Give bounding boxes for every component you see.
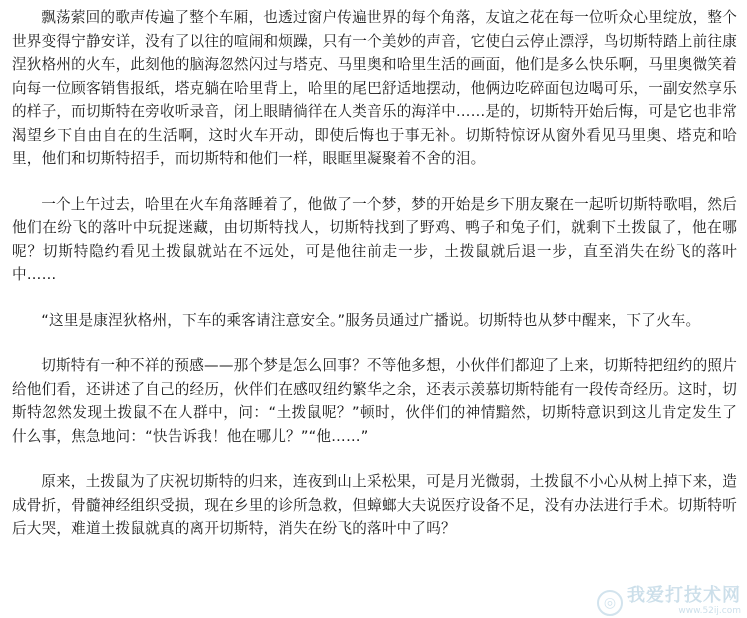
paragraph-3: “这里是康涅狄格州，下车的乘客请注意安全。”服务员通过广播说。切斯特也从梦中醒来，下了火车。 [41,311,701,329]
paragraph-4: 切斯特有一种不祥的预感——那个梦是怎么回事？不等他多想，小伙伴们都迎了上来，切斯特把纽约的照片给他们看，还讲述了自己的经历，伙伴们在感叹纽约繁华之余，还表示羡慕切斯特能有一段传奇经历。这时，切斯特忽然发现土拨鼠不在人群中，问：“土拨鼠呢？”顿时，伙伴们的神情黯然，切斯特意识到这儿肯定发生了什么事，焦急地问：“快告诉我！他在哪儿？”“他……” [12,357,737,445]
watermark-logo-icon: ◎ [597,590,623,616]
paragraph-1: 飘荡萦回的歌声传遍了整个车厢，也透过窗户传遍世界的每个角落，友谊之花在每一位听众心里绽放，整个世界变得宁静安详，没有了以往的喧闹和烦躁，只有一个美妙的声音，它使白云停止漂浮，鸟切斯特踏上前往康涅狄格州的火车，此刻他的脑海忽然闪过与塔克、马里奥和哈里生活的画面，他们是多么快乐啊，马里奥微笑着向每一位顾客销售报纸，塔克躺在哈里背上，哈里的尾巴舒适地摆动，他俩边吃碎面包边喝可乐，一副安然享乐的样子，而切斯特在旁收听录音，闭上眼睛徜徉在人类音乐的海洋中……是的，切斯特开始后悔，可是它也非常渴望乡下自由自在的生活啊，这时火车开动，即使后悔也于事无补。切斯特惊讶从窗外看见马里奥、塔克和哈里，他们和切斯特招手，而切斯特和他们一样，眼眶里凝聚着不舍的泪。 [12,9,737,167]
paragraph-5: 原来，土拨鼠为了庆祝切斯特的归来，连夜到山上采松果，可是月光微弱，土拨鼠不小心从树上掉下来，造成骨折，骨髓神经组织受损，现在乡里的诊所急救，但蟑螂大夫说医疗设备不足，没有办法进行手术。切斯特听后大哭，难道土拨鼠就真的离开切斯特，消失在纷飞的落叶中了吗？ [12,473,737,537]
watermark-text [627,586,741,616]
site-watermark [597,586,741,616]
watermark-url: www.52ij.com [678,606,741,616]
watermark-title: 我爱打技术网 [627,585,741,606]
paragraph-2: 一个上午过去，哈里在火车角落睡着了，他做了一个梦，梦的开始是乡下朋友聚在一起听切斯特歌唱，然后他们在纷飞的落叶中玩捉迷藏，由切斯特找人，切斯特找到了野鸡、鸭子和兔子们，就剩下土拨鼠了，他在哪呢？切斯特隐约看见土拨鼠就站在不远处，可是他往前走一步，土拨鼠就后退一步，直至消失在纷飞的落叶中…… [12,195,737,283]
